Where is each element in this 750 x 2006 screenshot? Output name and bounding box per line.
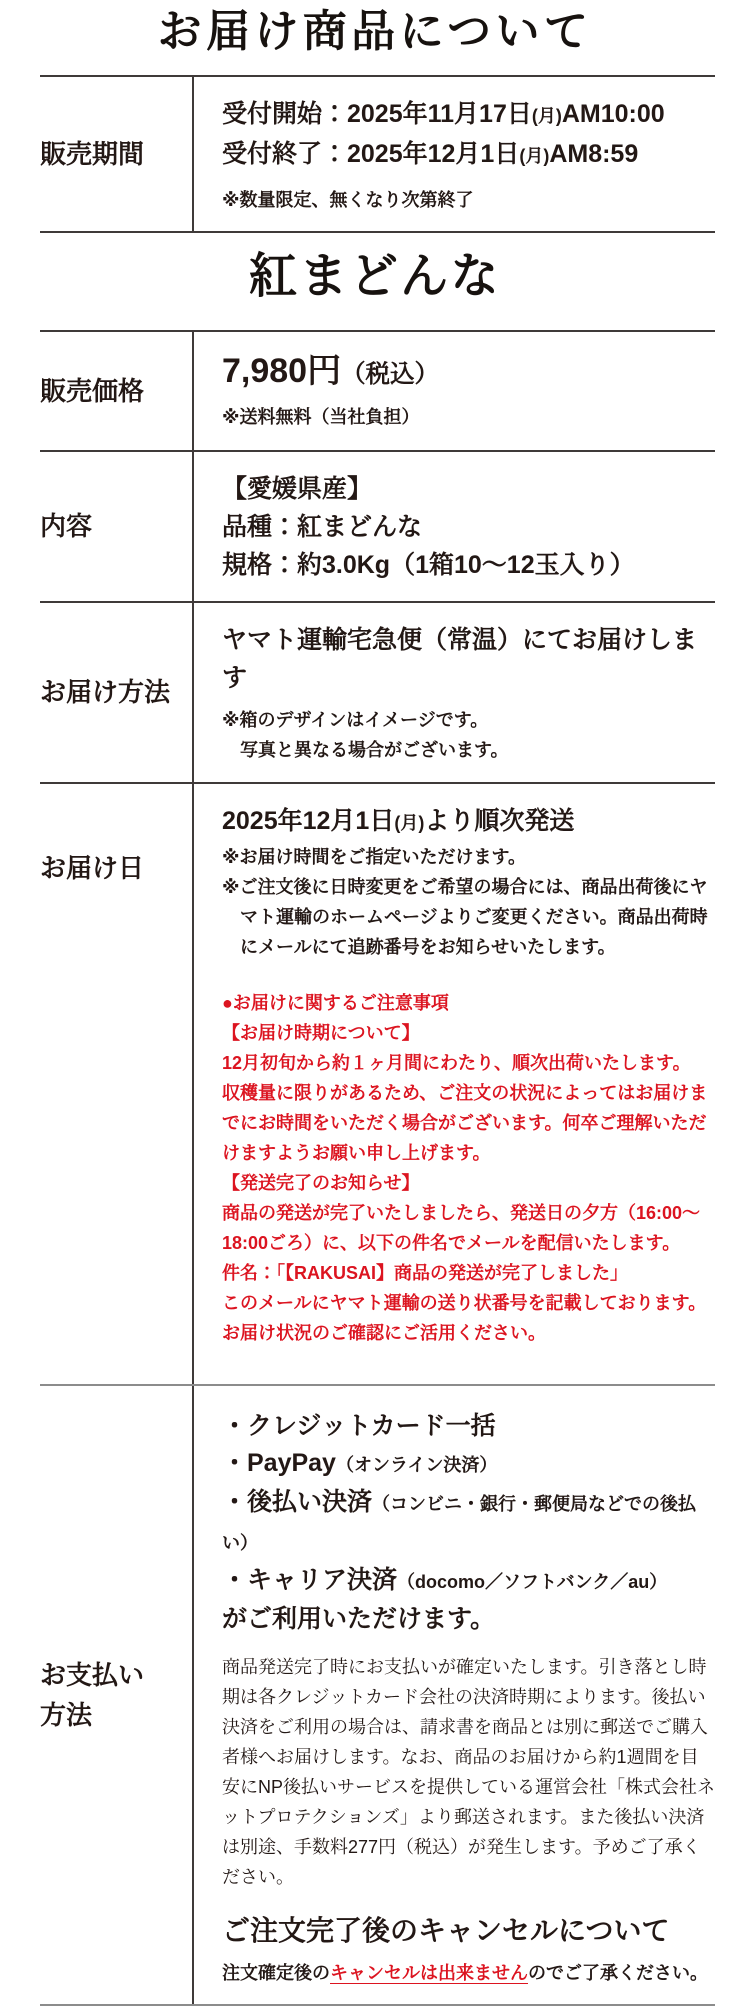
text-segment: ヤマト運輸宅急便（常温）にてお届けします	[222, 626, 698, 692]
text-segment: 件名：「【RAKUSAI】商品の発送が完了しました」	[222, 1263, 628, 1283]
text-segment: 【発送完了のお知らせ】	[222, 1173, 420, 1193]
text-segment: AM8:59	[549, 140, 639, 168]
text-segment: 規格：約3.0Kg（1箱10～12玉入り）	[222, 551, 635, 579]
text-segment: (月)	[531, 106, 562, 126]
content-line	[222, 621, 715, 697]
text-segment: より順次発送	[424, 807, 575, 835]
content-line	[222, 348, 715, 398]
text-segment: （docomo／ソフトバンク／au）	[397, 1572, 668, 1592]
text-segment: ・PayPay	[222, 1449, 336, 1477]
text-segment: ご注文完了後のキャンセルについて	[222, 1915, 670, 1946]
row-content	[194, 77, 715, 231]
text-segment: （コンビニ・銀行・郵便局などでの後払い）	[222, 1494, 697, 1553]
text-segment: （オンライン決済）	[335, 1455, 498, 1475]
page-header	[0, 4, 750, 60]
content-line	[222, 735, 715, 765]
text-segment: 12月初旬から約１ヶ月間にわたり、順次出荷いたします。	[222, 1053, 691, 1073]
text-segment: 品種：紅まどんな	[222, 513, 423, 541]
text-segment: ・後払い決済	[222, 1488, 373, 1516]
row-label	[40, 1386, 194, 2004]
row-label-line: 販売期間	[40, 138, 145, 169]
cancel-warning-text: キャンセルは出来ません	[330, 1963, 528, 1983]
content-line	[222, 185, 715, 215]
row-content	[194, 784, 715, 1384]
table-row	[40, 601, 715, 782]
content-line	[222, 508, 715, 546]
content-line	[222, 1912, 715, 1950]
text-segment: 2025年12月1日	[222, 807, 395, 835]
content-line	[222, 1562, 715, 1601]
content-line	[222, 705, 715, 735]
content-line	[222, 1445, 715, 1484]
text-segment: ※送料無料（当社負担）	[222, 407, 420, 427]
content-line	[222, 1288, 715, 1348]
content-line	[222, 1652, 715, 1892]
content-line	[222, 842, 715, 872]
content-line	[222, 1198, 715, 1258]
content-line	[222, 95, 715, 135]
content-line	[222, 1048, 715, 1078]
row-label-line: 方法	[40, 1700, 93, 1730]
product-title: 紅まどんな	[248, 248, 501, 304]
text-segment: ※ご注文後に日時変更をご希望の場合には、商品出荷後にヤマト運輸のホームページよりご変更ください。商品出荷時にメールにて追跡番号をお知らせいたします。	[222, 877, 708, 957]
text-segment: ※数量限定、無くなり次第終了	[222, 190, 474, 210]
content-line	[222, 1408, 715, 1445]
text-segment: ・キャリア決済	[222, 1566, 398, 1594]
content-line	[222, 1168, 715, 1198]
row-label	[40, 77, 194, 231]
text-segment: 写真と異なる場合がございます。	[240, 740, 509, 760]
row-content	[194, 1386, 715, 2004]
text-segment: 注文確定後の	[222, 1963, 330, 1983]
row-label-line: 販売価格	[40, 375, 145, 406]
text-segment: 受付開始：2025年11月17日	[222, 100, 532, 128]
table-row	[40, 450, 715, 601]
text-segment: ・クレジットカード一括	[222, 1412, 496, 1440]
text-segment: (月)	[519, 146, 550, 166]
text-segment: AM10:00	[561, 100, 665, 128]
row-content	[194, 452, 715, 601]
text-segment: 【愛媛県産】	[222, 475, 373, 503]
content-line	[222, 1258, 715, 1288]
table-row	[40, 782, 715, 1384]
text-segment: がご利用いただけます。	[222, 1605, 496, 1633]
text-segment: のでご了承ください。	[528, 1963, 708, 1983]
page-title: お届け商品について	[157, 6, 593, 57]
row-label-line: お届け方法	[40, 677, 171, 708]
row-label	[40, 603, 194, 782]
table-row	[40, 77, 715, 231]
sales-period-table	[40, 75, 715, 233]
content-line	[222, 1601, 715, 1638]
content-line	[222, 1484, 715, 1562]
text-segment: 商品の発送が完了いたしましたら、発送日の夕方（16:00～18:00ごろ）に、以下の件名でメールを配信いたします。	[222, 1203, 701, 1253]
text-segment: 商品発送完了時にお支払いが確定いたします。引き落とし時期は各クレジットカード会社の決済時期によります。後払い決済をご利用の場合は、請求書を商品とは別に郵送でご購入者様へお届けします。なお、商品のお届けから約1週間を目安にNP後払いサービスを提供している運営会社「株式会社ネットプロテクションズ」より郵送されます。また後払い決済は別途、手数料277円（税込）が発生します。予めご了承ください。	[222, 1657, 716, 1887]
content-line	[222, 872, 715, 962]
text-segment: （税込）	[341, 361, 439, 388]
row-label-line: お届け日	[40, 853, 145, 883]
content-line	[222, 470, 715, 508]
content-line	[222, 802, 715, 842]
text-segment: ●お届けに関するご注意事項	[222, 993, 449, 1013]
content-line	[222, 135, 715, 175]
content-line	[222, 1958, 715, 1988]
text-segment: 7,980円	[222, 352, 342, 390]
row-content	[194, 332, 715, 450]
content-line	[222, 402, 715, 432]
row-label	[40, 452, 194, 601]
row-label-line: 内容	[40, 511, 93, 542]
product-detail-table	[40, 330, 715, 2006]
text-segment: (月)	[394, 813, 425, 833]
row-content	[194, 603, 715, 782]
row-label-line: お支払い	[40, 1659, 145, 1690]
content-line	[222, 1078, 715, 1168]
text-segment: 【お届け時期について】	[222, 1023, 420, 1043]
content-line	[222, 988, 715, 1018]
row-label	[40, 784, 194, 1384]
table-row	[40, 1384, 715, 2004]
content-line	[222, 546, 715, 584]
text-segment: このメールにヤマト運輸の送り状番号を記載しております。お届け状況のご確認にご活用ください。	[222, 1293, 707, 1343]
row-label	[40, 332, 194, 450]
text-segment: 受付終了：2025年12月1日	[222, 140, 520, 168]
text-segment: ※お届け時間をご指定いただけます。	[222, 847, 527, 867]
text-segment: 収穫量に限りがあるため、ご注文の状況によってはお届けまでにお時間をいただく場合がございます。何卒ご理解いただけますようお願い申し上げます。	[222, 1083, 708, 1163]
table-row	[40, 332, 715, 450]
text-segment: ※箱のデザインはイメージです。	[222, 710, 489, 730]
content-line	[222, 1018, 715, 1048]
